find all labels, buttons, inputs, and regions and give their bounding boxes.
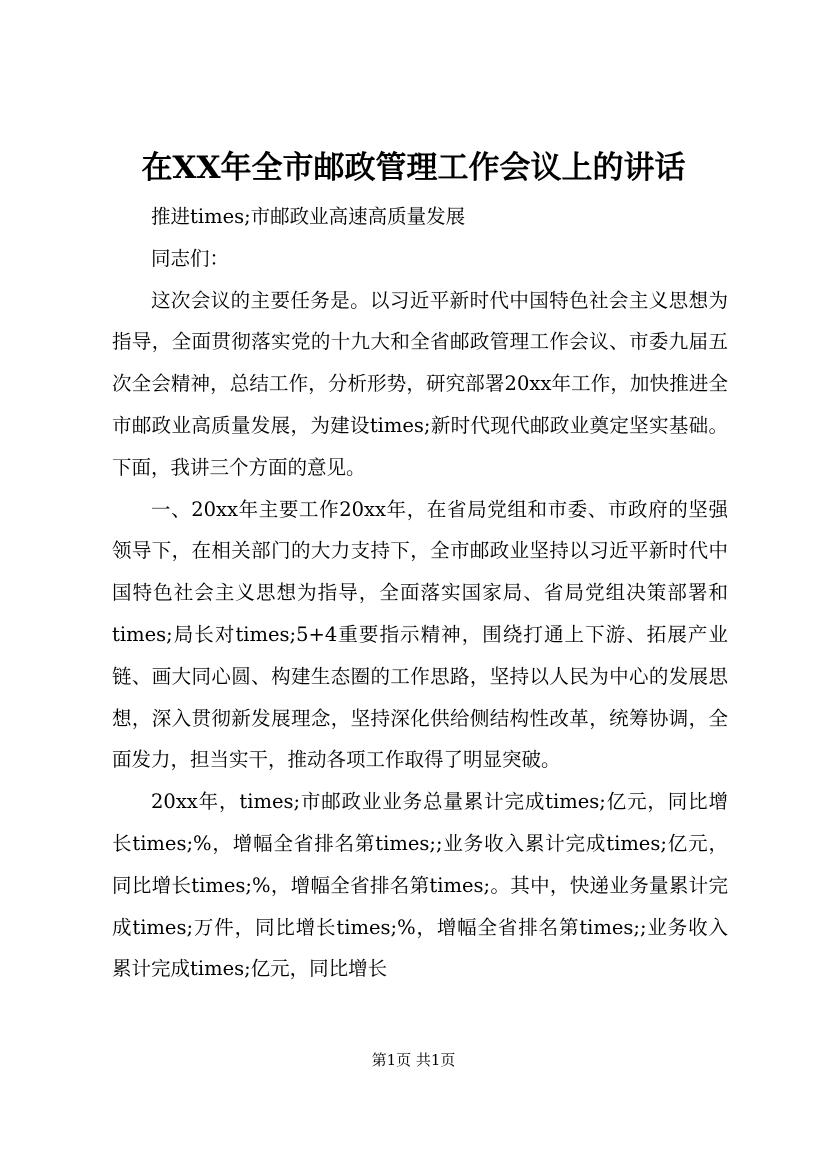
body-paragraph: 这次会议的主要任务是。以习近平新时代中国特色社会主义思想为指导，全面贯彻落实党的十九大和全省邮政管理工作会议、市委九届五次全会精神，总结工作，分析形势，研究部署20xx年工作，加快推进全市邮政业高质量发展，为建设times;新时代现代邮政业奠定坚实基础。下面，我讲三个方面的意见。 — [112, 288, 728, 479]
body-paragraph: 一、20xx年主要工作20xx年，在省局党组和市委、市政府的坚强领导下，在相关部门的大力支持下，全市邮政业坚持以习近平新时代中国特色社会主义思想为指导，全面落实国家局、省局党组决策部署和times;局长对times;5+4重要指示精神，围绕打通上下游、拓展产业链、画大同心圆、构建生态圈的工作思路，坚持以人民为中心的发展思想，深入贯彻新发展理念，坚持深化供给侧结构性改革，统筹协调，全面发力，担当实干，推动各项工作取得了明显突破。 — [112, 497, 728, 772]
page-footer: 第1页 共1页 — [371, 1051, 456, 1069]
body-paragraph: 20xx年，times;市邮政业业务总量累计完成times;亿元，同比增长times;%，增幅全省排名第times;;业务收入累计完成times;亿元，同比增长times;%，增幅全省排名第times;。其中，快递业务量累计完成times;万件，同比增长times;%，增幅全省排名第times;;业务收入累计完成times;亿元，同比增长 — [112, 790, 728, 981]
document-title: 在XX年全市邮政管理工作会议上的讲话 — [141, 150, 686, 186]
salutation-paragraph: 同志们： — [151, 246, 230, 270]
subtitle-paragraph: 推进times;市邮政业高速高质量发展 — [151, 205, 466, 228]
document-body — [112, 196, 728, 990]
